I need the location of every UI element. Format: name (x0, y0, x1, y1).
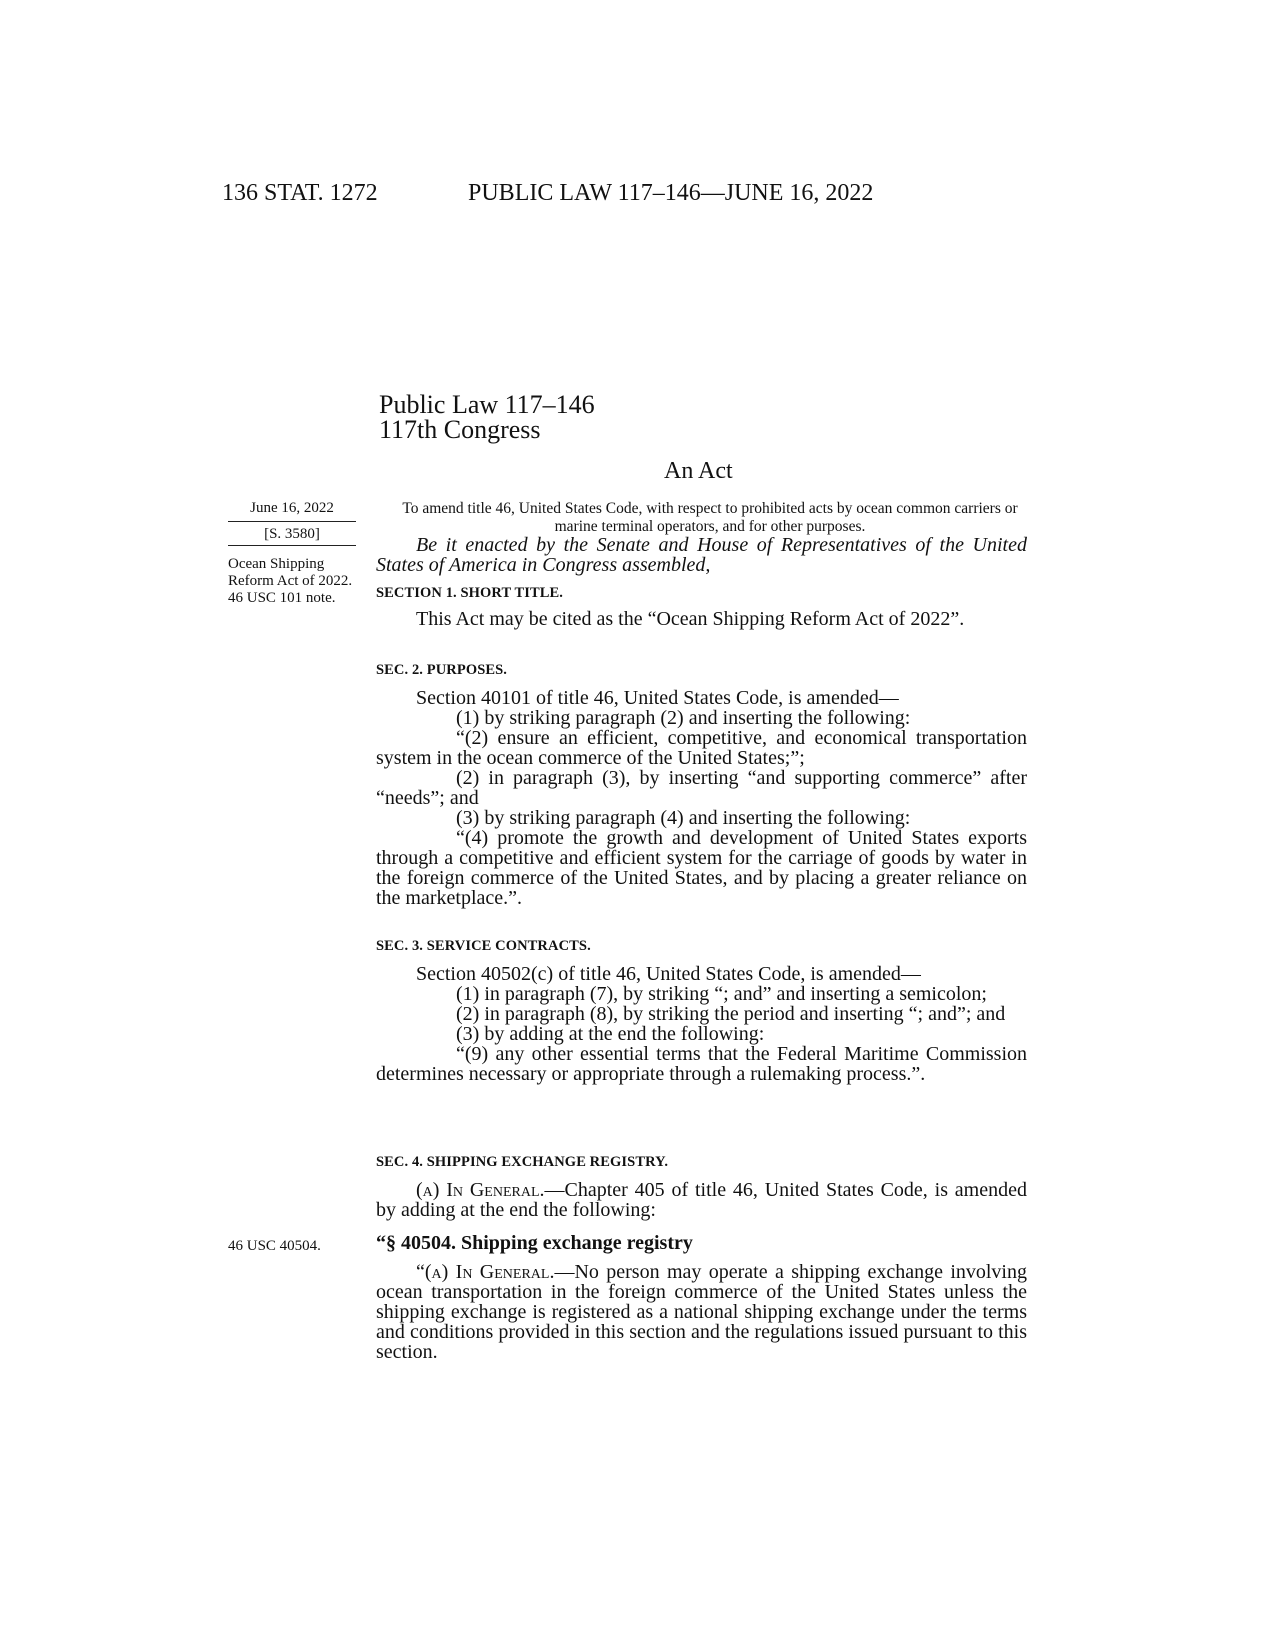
section-1-text: This Act may be cited as the “Ocean Shipping Reform Act of 2022”. (416, 608, 965, 630)
enactment-date-block (228, 500, 356, 546)
running-header: PUBLIC LAW 117–146—JUNE 16, 2022 (468, 180, 874, 206)
margin-note-short-title: Ocean Shipping Reform Act of 2022. 46 USC 101 note. (228, 556, 356, 607)
section-40504-subsection-a: “(a) In General.—No person may operate a shipping exchange involving ocean transportation in the foreign commerce of the United States unless the shipping exchange is registered as a national shipping exchange under the terms and conditions provided in this section and the regulations issued pursuant to this section. (376, 1261, 1027, 1363)
section-40504-a-label: “(a) In General. (416, 1261, 555, 1283)
bill-number: [S. 3580] (228, 522, 356, 546)
margin-note-usc: 46 USC 101 note. (228, 590, 336, 606)
section-2-heading: SEC. 2. PURPOSES. (376, 662, 508, 678)
section-3-body: Section 40502(c) of title 46, United States Code, is amended— (1) in paragraph (7), by striking “; and” and inserting a semicolon; (2) in paragraph (8), by striking the period and inserting “; and”; and (3) by adding at the end the following: “(9) any other essential terms that the Federal Maritime Commission determines necessary or appropriate through a rulemaking process.”. (376, 963, 1027, 1085)
public-law-number: Public Law 117–146 (379, 390, 595, 419)
section-4-heading: SEC. 4. SHIPPING EXCHANGE REGISTRY. (376, 1154, 669, 1170)
enacting-clause: Be it enacted by the Senate and House of Representatives of the United States of America in Congress assembled, (376, 534, 1027, 576)
section-3-heading: SEC. 3. SERVICE CONTRACTS. (376, 938, 591, 954)
enactment-date: June 16, 2022 (228, 500, 356, 522)
section-1-heading: SECTION 1. SHORT TITLE. (376, 585, 564, 601)
page-stat-citation: 136 STAT. 1272 (222, 180, 378, 206)
section-2-body: Section 40101 of title 46, United States Code, is amended— (1) by striking paragraph (2) and inserting the following: “(2) ensure an efficient, competitive, and economical transportation system in the ocean commerce of the United States;”; (2) in paragraph (3), by inserting “and supporting commerce” after “needs”; and (3) by striking paragraph (4) and inserting the following: “(4) promote the growth and development of United States exports through a competitive and efficient system for the carriage of goods by water in the foreign commerce of the United States, and by placing a greater reliance on the marketplace.”. (376, 687, 1027, 909)
section-40504-heading: “§ 40504. Shipping exchange registry (376, 1232, 693, 1254)
congress-number: 117th Congress (379, 415, 541, 444)
act-heading: An Act (664, 458, 733, 484)
section-4-subsection-a: (a) In General.—Chapter 405 of title 46, United States Code, is amended by adding at the end the following: (376, 1179, 1027, 1221)
subsection-a-label: (a) In General. (416, 1179, 545, 1201)
margin-note-usc-40504: 46 USC 40504. (228, 1238, 321, 1254)
act-purpose: To amend title 46, United States Code, with respect to prohibited acts by ocean common carriers or marine terminal operators, and for other purposes. (402, 500, 1018, 535)
